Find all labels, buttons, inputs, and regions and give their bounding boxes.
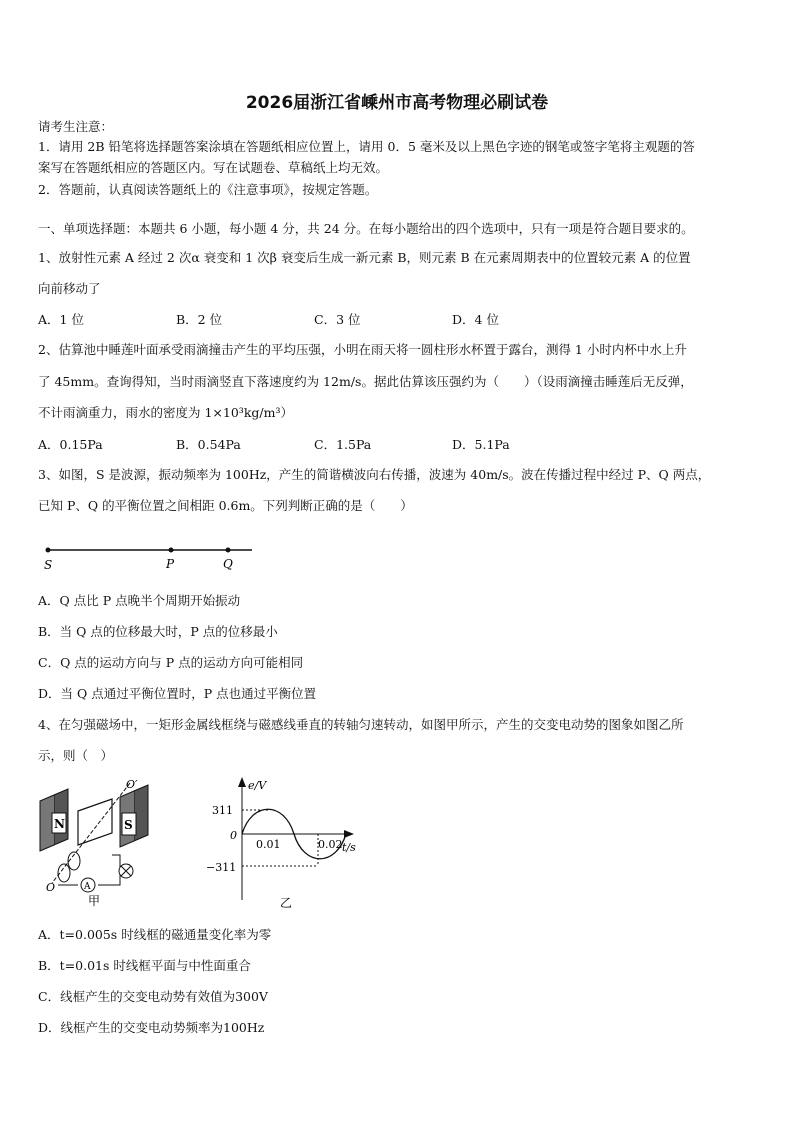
q4-option-b[interactable]: B．t=0.01s 时线框平面与中性面重合: [38, 958, 251, 973]
q3-option-b[interactable]: B．当 Q 点的位移最大时，P 点的位移最小: [38, 624, 278, 639]
q4-option-c[interactable]: C．线框产生的交变电动势有效值为300V: [38, 989, 268, 1004]
label-n: N: [54, 817, 65, 831]
q3-wave-figure: [38, 538, 268, 578]
q4-stem-line-2: 示，则（ ）: [38, 748, 114, 763]
q4-stem-line-1: 4、在匀强磁场中，一矩形金属线框绕与磁感线垂直的转轴匀速转动，如图甲所示，产生的交变电动势的图象如图乙所: [38, 717, 684, 732]
label-o: O: [46, 881, 56, 894]
q1-stem-line-1: 1、放射性元素 A 经过 2 次α 衰变和 1 次β 衰变后生成一新元素 B，则元素 B 在元素周期表中的位置较元素 A 的位置: [38, 250, 691, 265]
q2-stem-line-3: 不计雨滴重力，雨水的密度为 1×10³kg/m³）: [38, 405, 293, 420]
q3-stem-line-2: 已知 P、Q 的平衡位置之间相距 0.6m。下列判断正确的是（ ）: [38, 498, 413, 513]
x-tick-2: 0.02: [318, 838, 343, 851]
q4-option-a[interactable]: A．t=0.005s 时线框的磁通量变化率为零: [38, 927, 272, 942]
svg-text:A: A: [84, 882, 91, 892]
q1-option-b[interactable]: B．2 位: [176, 312, 223, 327]
q4-figure-jia: [38, 775, 158, 910]
q2-stem-line-1: 2、估算池中睡莲叶面承受雨滴撞击产生的平均压强，小明在雨天将一圆柱形水杯置于露台，测得 1 小时内杯中水上升: [38, 342, 687, 357]
label-o-prime: O′: [126, 778, 138, 791]
q2-option-b[interactable]: B．0.54Pa: [176, 437, 241, 452]
y-tick-zero: 0: [230, 829, 237, 842]
q3-option-a[interactable]: A．Q 点比 P 点晚半个周期开始振动: [38, 593, 241, 608]
label-s: S: [44, 558, 53, 572]
notice-heading: 请考生注意：: [38, 119, 114, 134]
notice-item-2: 2．答题前，认真阅读答题纸上的《注意事项》，按规定答题。: [38, 182, 378, 197]
q1-option-c[interactable]: C．3 位: [314, 312, 361, 327]
label-q: Q: [223, 557, 233, 571]
page-title: 2026届浙江省嵊州市高考物理必刷试卷: [245, 93, 549, 113]
notice-item-1-line-1: 1．请用 2B 铅笔将选择题答案涂填在答题纸相应位置上，请用 0．5 毫米及以上黑色字迹的钢笔或签字笔将主观题的答: [38, 139, 695, 154]
label-s-pole: S: [124, 818, 133, 832]
q4-figure-yi: [200, 775, 370, 910]
q3-option-d[interactable]: D．当 Q 点通过平衡位置时，P 点也通过平衡位置: [38, 686, 317, 701]
q2-option-c[interactable]: C．1.5Pa: [314, 437, 372, 452]
point-q-dot: [226, 548, 231, 553]
x-axis-label: t/s: [342, 841, 356, 854]
y-axis-label: e/V: [248, 779, 267, 792]
coil-icon: [78, 799, 112, 845]
y-axis-arrow: [238, 777, 246, 787]
point-p-dot: [169, 548, 174, 553]
x-tick-1: 0.01: [256, 838, 281, 851]
section-heading: 一、单项选择题：本题共 6 小题，每小题 4 分，共 24 分。在每小题给出的四个选项中，只有一项是符合题目要求的。: [38, 221, 694, 236]
notice-item-1-line-2: 案写在答题纸相应的答题区内。写在试题卷、草稿纸上均无效。: [38, 160, 389, 175]
q2-options: [38, 436, 756, 454]
caption-yi: 乙: [280, 896, 293, 910]
q3-option-c[interactable]: C．Q 点的运动方向与 P 点的运动方向可能相同: [38, 655, 304, 670]
q2-option-a[interactable]: A．0.15Pa: [38, 437, 103, 452]
q1-options: [38, 311, 756, 329]
q3-stem-line-1: 3、如图，S 是波源，振动频率为 100Hz，产生的简谐横波向右传播，波速为 40m/s。波在传播过程中经过 P、Q 两点，: [38, 467, 711, 482]
q4-option-d[interactable]: D．线框产生的交变电动势频率为100Hz: [38, 1020, 265, 1035]
q1-option-a[interactable]: A．1 位: [38, 312, 84, 327]
caption-jia: 甲: [88, 894, 101, 908]
q2-stem-line-2: 了 45mm。查询得知，当时雨滴竖直下落速度约为 12m/s。据此估算该压强约为（ ）（设雨滴撞击睡莲后无反弹，: [38, 374, 693, 389]
point-s-dot: [46, 548, 51, 553]
q2-option-d[interactable]: D．5.1Pa: [452, 437, 510, 452]
y-tick-max: 311: [212, 804, 233, 817]
q1-option-d[interactable]: D．4 位: [452, 312, 499, 327]
y-tick-min: −311: [206, 861, 237, 874]
q1-stem-line-2: 向前移动了: [38, 281, 101, 296]
label-p: P: [166, 557, 175, 571]
